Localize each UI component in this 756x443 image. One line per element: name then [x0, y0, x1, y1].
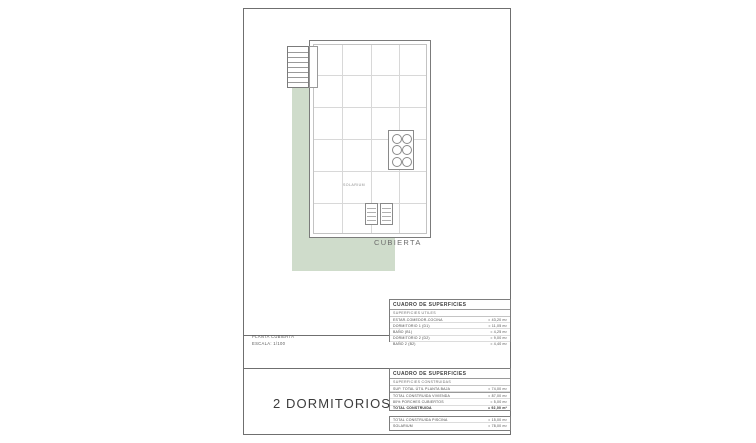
lounge-chair-1: [365, 203, 378, 225]
fixtures-block: [388, 130, 414, 170]
row-label: BAÑO 2 (B2): [393, 342, 416, 347]
titleblock-line-1: PLANTA CUBIERTA: [252, 334, 295, 339]
row-label: 80% PORCHES CUBIERTOS: [393, 399, 444, 404]
table-subtitle-utiles: SUPERFICIES UTILES: [390, 310, 510, 317]
row-value: = 11,05 m²: [488, 323, 507, 328]
row-value: = 4,25 m²: [490, 329, 507, 334]
table-row: [390, 406, 510, 411]
row-value: = 78,00 m²: [488, 423, 507, 428]
surface-table-utiles: [389, 299, 511, 347]
lounge-chair-2: [380, 203, 393, 225]
cubierta-label: CUBIERTA: [374, 238, 422, 247]
row-label: TOTAL CONSTRUIDA: [393, 406, 432, 411]
row-label: DORMITORIO 1 (D1): [393, 323, 430, 328]
row-value: = 9,00 m²: [490, 336, 507, 341]
row-label: SUP. TOTAL ÚTIL PLANTA BAJA: [393, 386, 451, 391]
row-label: TOTAL CONSTRUIDA PISCINA: [393, 417, 448, 422]
table-title-construidas: CUADRO DE SUPERFICIES: [390, 369, 510, 379]
titleblock: [252, 334, 294, 347]
row-value: = 87,00 m²: [488, 393, 507, 398]
table-subtitle-construidas: SUPERFICIES CONSTRUIDAS: [390, 379, 510, 386]
stair-shaft: [309, 46, 318, 88]
row-value: = 74,00 m²: [488, 386, 507, 391]
row-label: SOLARIUM: [393, 423, 413, 428]
row-label: DORMITORIO 2 (D2): [393, 336, 430, 341]
surface-table-construidas: [389, 368, 511, 411]
table-row: [390, 423, 510, 428]
row-label: TOTAL CONSTRUIDA VIVIENDA: [393, 393, 451, 398]
table-title-utiles: CUADRO DE SUPERFICIES: [390, 300, 510, 310]
surface-table-piscina: [389, 416, 511, 431]
row-value: = 5,00 m²: [490, 399, 507, 404]
titleblock-line-2: ESCALA: 1/100: [252, 340, 286, 346]
row-value: = 43,20 m²: [488, 317, 507, 322]
table-row: [390, 392, 510, 399]
roof-plan-drawing: [243, 8, 511, 326]
row-label: ESTAR-COMEDOR-COCINA: [393, 317, 443, 322]
row-value: = 15,00 m²: [488, 417, 507, 422]
table-row: [390, 342, 510, 347]
page-title: 2 DORMITORIOS: [273, 396, 392, 411]
row-value: = 92,00 m²: [487, 406, 507, 411]
row-label: BAÑO (B1): [393, 329, 413, 334]
stair-block: [287, 46, 309, 88]
solarium-label: SOLARIUM: [343, 183, 365, 187]
row-value: = 4,40 m²: [490, 342, 507, 347]
